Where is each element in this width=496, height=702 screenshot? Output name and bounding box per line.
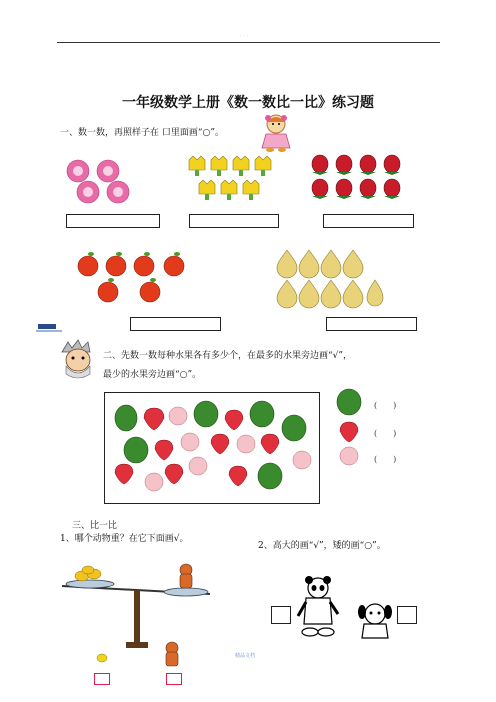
page-title: 一年级数学上册《数一数比一比》练习题 xyxy=(122,95,374,111)
footer-text: 精品文档 xyxy=(235,653,256,659)
answer-box-short[interactable] xyxy=(397,606,417,624)
pears-group xyxy=(275,246,385,310)
paren-peach[interactable]: ( ) xyxy=(374,455,397,464)
answer-box-tulips[interactable] xyxy=(189,214,279,228)
pink-flowers-group xyxy=(64,154,154,204)
answer-box-roses[interactable] xyxy=(323,214,414,228)
section3-q2: 2、高大的画“√”，矮的画“○”。 xyxy=(258,541,386,551)
girl-icon xyxy=(258,112,294,152)
blue-tag-line xyxy=(36,330,62,332)
answer-box-tall[interactable] xyxy=(271,606,291,624)
panda-icon xyxy=(296,576,340,640)
blue-tag xyxy=(38,324,56,329)
yellow-tulips-group xyxy=(185,154,280,204)
answer-box-apples[interactable] xyxy=(130,317,221,331)
answer-box-cat[interactable] xyxy=(166,673,182,685)
header-dots: · · · xyxy=(240,33,248,39)
paren-strawberry[interactable]: ( ) xyxy=(374,429,397,438)
answer-box-flowers[interactable] xyxy=(66,214,160,228)
section3-heading: 三、比一比 xyxy=(72,521,118,531)
mixed-fruits-group xyxy=(106,394,318,502)
paren-melon[interactable]: ( ) xyxy=(374,401,397,410)
section1-instruction: 一、数一数，再照样子在 口里面画“○”。 xyxy=(60,128,224,138)
side-fruits xyxy=(336,386,364,470)
old-man-icon xyxy=(58,338,98,382)
answer-box-chick[interactable] xyxy=(94,673,110,685)
answer-box-pears[interactable] xyxy=(326,317,417,331)
dog-icon xyxy=(356,600,394,642)
section2-line1: 二、先数一数每种水果各有多少个，在最多的水果旁边画“√”， xyxy=(103,351,352,361)
apples-group xyxy=(74,248,194,306)
red-roses-group xyxy=(308,152,423,204)
section2-line2: 最少的水果旁边画“○”。 xyxy=(103,370,202,380)
balance-scale-icon xyxy=(60,556,210,686)
header-rule xyxy=(57,42,440,43)
section3-q1: 1、哪个动物重？在它下面画√。 xyxy=(60,534,189,544)
